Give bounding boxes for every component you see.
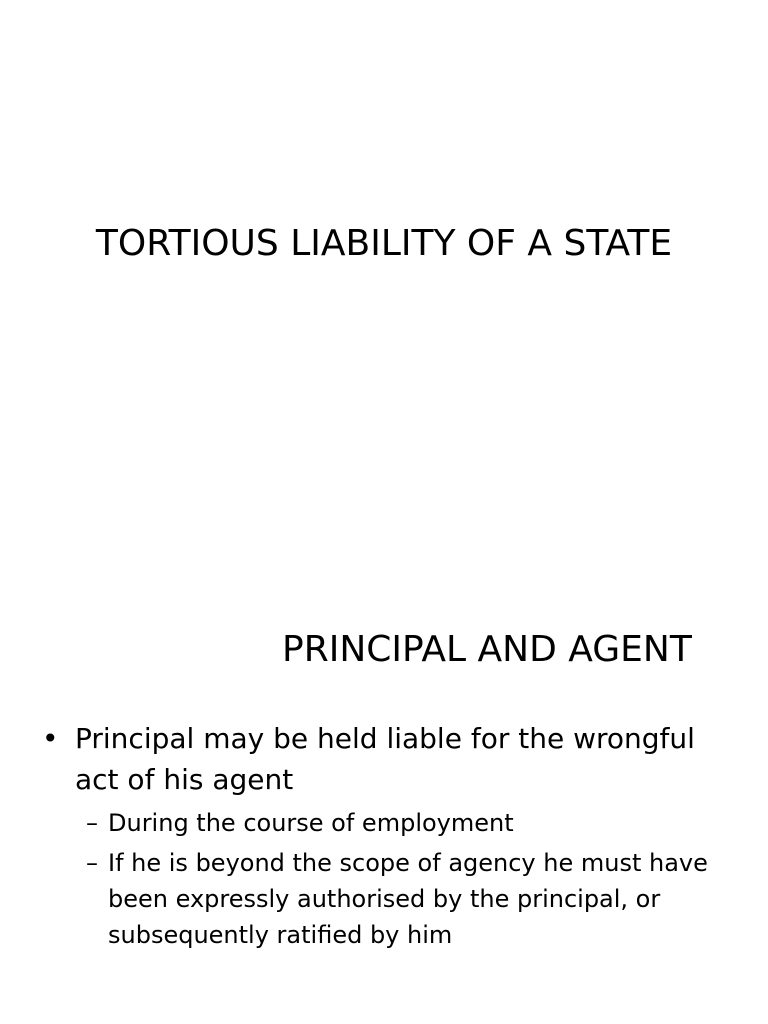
slide-2-title: PRINCIPAL AND AGENT [282,629,692,670]
slide-1-title: TORTIOUS LIABILITY OF A STATE [95,223,673,264]
sub-bullet-text: During the course of employment [108,809,514,837]
slide-2 [0,512,768,1024]
bullet-marker: • [42,722,59,755]
sub-bullet-marker: – [86,809,98,837]
sub-bullet-list [42,805,732,953]
slide-2-content [42,718,732,957]
bullet-text: Principal may be held liable for the wrongful act of his agent [75,722,695,796]
sub-bullet-item [86,845,732,953]
sub-bullet-text: If he is beyond the scope of agency he must have been expressly authorised by the principal, or subsequently ratified by him [108,849,708,949]
bullet-item [42,718,732,800]
sub-bullet-marker: – [86,849,98,877]
sub-bullet-item [86,805,732,841]
